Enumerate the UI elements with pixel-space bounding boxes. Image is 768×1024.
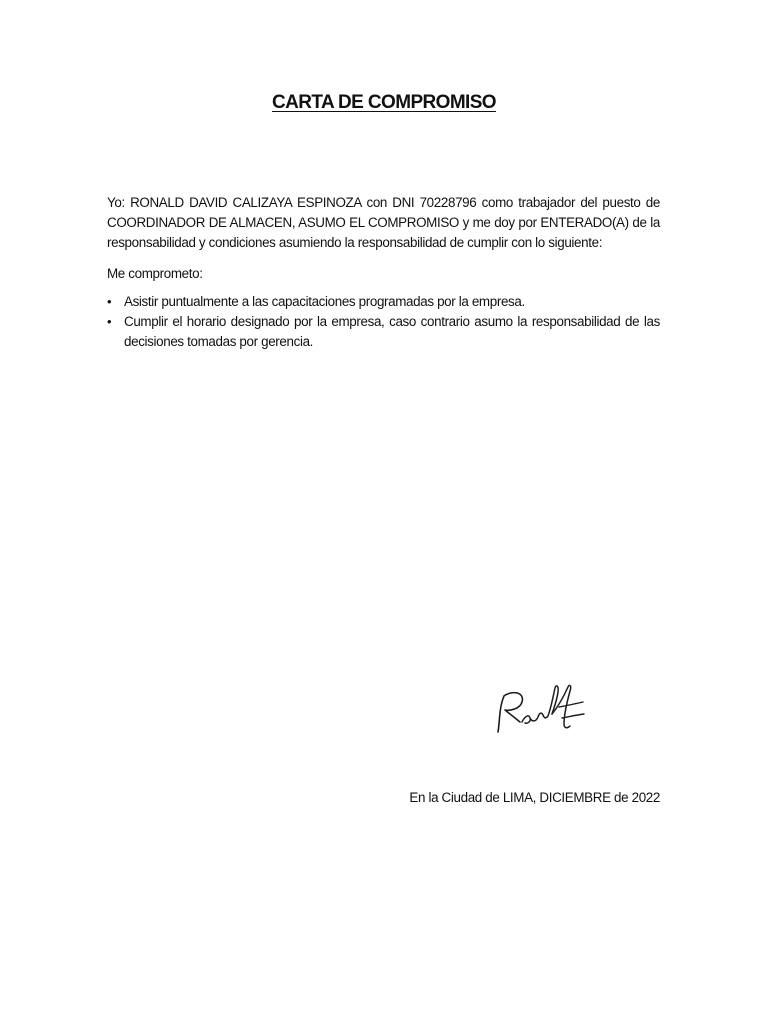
- bullet-icon: •: [107, 294, 112, 309]
- bullet-icon: •: [107, 314, 112, 329]
- list-item: [107, 312, 660, 352]
- handwritten-signature-icon: [492, 680, 592, 740]
- commitment-list: [107, 292, 660, 352]
- commitment-text: Cumplir el horario designado por la empresa, caso contrario asumo la responsabilidad de las decisiones tomadas por gerencia.: [124, 314, 660, 349]
- commitment-lead: Me comprometo:: [107, 266, 203, 281]
- commitment-text: Asistir puntualmente a las capacitaciones programadas por la empresa.: [124, 294, 525, 309]
- list-item: [107, 292, 660, 312]
- closing-date-line: En la Ciudad de LIMA, DICIEMBRE de 2022: [409, 790, 660, 805]
- intro-paragraph: Yo: RONALD DAVID CALIZAYA ESPINOZA con DNI 70228796 como trabajador del puesto de COORDINADOR DE ALMACEN, ASUMO EL COMPROMISO y me doy por ENTERADO(A) de la responsabilidad y condiciones asumiendo la responsabilidad de cumplir con lo siguiente:: [107, 195, 660, 250]
- document-title: CARTA DE COMPROMISO: [272, 92, 496, 113]
